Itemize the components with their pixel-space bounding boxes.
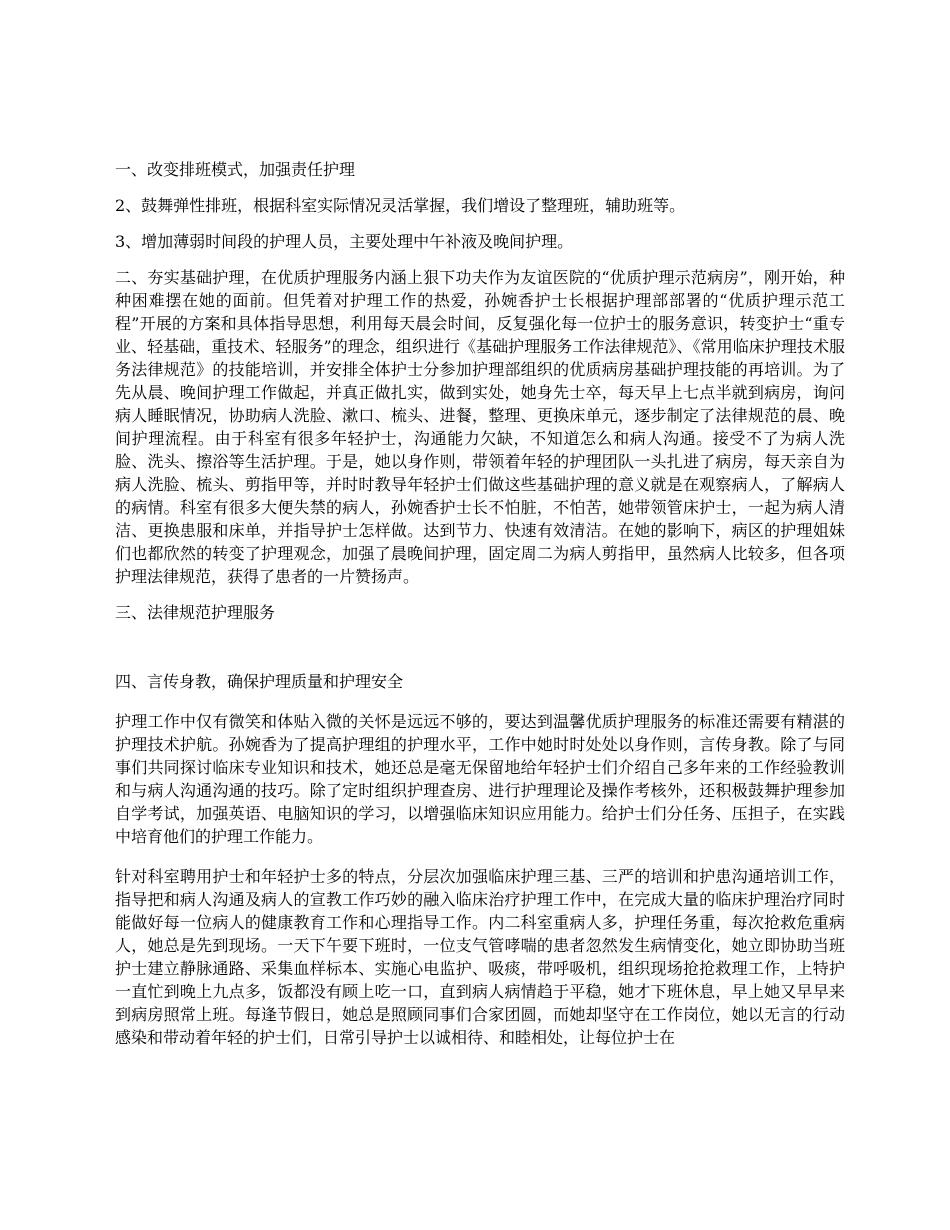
list-item-3: 3、增加薄弱时间段的护理人员，主要处理中午补液及晚间护理。 [115,232,574,251]
section-heading-1: 一、改变排班模式，加强责任护理 [115,160,356,179]
document-page [115,158,845,1049]
list-item-2: 2、鼓舞弹性排班，根据科室实际情况灵活掌握，我们增设了整理班，辅助班等。 [115,196,686,215]
body-paragraph: 针对科室聘用护士和年轻护士多的特点，分层次加强临床护理三基、三严的培训和护患沟通培训工作，指导把和病人沟通及病人的宣教工作巧妙的融入临床治疗护理工作中，在完成大量的临床护理治疗同时能做好每一位病人的健康教育工作和心理指导工作。内二科室重病人多，护理任务重，每次抢救危重病人，她总是先到现场。一天下午要下班时，一位支气管哮喘的患者忽然发生病情变化，她立即协助当班护士建立静脉通路、采集血样标本、实施心电监护、吸痰，带呼吸机，组织现场抢抢救理工作，上特护一直忙到晚上九点多，饭都没有顾上吃一口，直到病人病情趋于平稳，她才下班休息，早上她又早早来到病房照常上班。每逢节假日，她总是照顾同事们合家团圆，而她却坚守在工作岗位，她以无言的行动感染和带动着年轻的护士们，日常引导护士以诚相待、和睦相处，让每位护士在 [115,867,845,1047]
section-heading-3: 三、法律规范护理服务 [115,603,276,622]
section-heading-4: 四、言传身教，确保护理质量和护理安全 [115,672,404,691]
body-paragraph: 护理工作中仅有微笑和体贴入微的关怀是远远不够的，要达到温馨优质护理服务的标准还需要有精湛的护理技术护航。孙婉香为了提高护理组的护理水平，工作中她时时处处以身作则，言传身教。除了与同事们共同探讨临床专业知识和技术，她还总是毫无保留地给年轻护士们介绍自己多年来的工作经验教训和与病人沟通沟通的技巧。除了定时组织护理查房、进行护理理论及操作考核外，还积极鼓舞护理参加自学考试，加强英语、电脑知识的学习，以增强临床知识应用能力。给护士们分任务、压担子，在实践中培育他们的护理工作能力。 [115,712,845,846]
section-paragraph-2: 二、夯实基础护理，在优质护理服务内涵上狠下功夫作为友谊医院的“优质护理示范病房”，刚开始，种种困难摆在她的面前。但凭着对护理工作的热爱，孙婉香护士长根据护理部部署的“优质护理示范工程”开展的方案和具体指导思想，利用每天晨会时间，反复强化每一位护士的服务意识，转变护士“重专业、轻基础，重技术、轻服务”的理念，组织进行《基础护理服务工作法律规范》、《常用临床护理技术服务法律规范》的技能培训，并安排全体护士分参加护理部组织的优质病房基础护理技能的再培训。为了先从晨、晚间护理工作做起，并真正做扎实，做到实处，她身先士卒，每天早上七点半就到病房，询问病人睡眠情况，协助病人洗脸、漱口、梳头、进餐，整理、更换床单元，逐步制定了法律规范的晨、晚间护理流程。由于科室有很多年轻护士，沟通能力欠缺，不知道怎么和病人沟通。接受不了为病人洗脸、洗头、擦浴等生活护理。于是，她以身作则，带领着年轻的护理团队一头扎进了病房，每天亲自为病人洗脸、梳头、剪指甲等，并时时教导年轻护士们做这些基础护理的意义就是在观察病人，了解病人的病情。科室有很多大便失禁的病人，孙婉香护士长不怕脏，不怕苦，她带领管床护士，一起为病人清洁、更换患服和床单，并指导护士怎样做。达到节力、快速有效清洁。在她的影响下，病区的护理姐妹们也都欣然的转变了护理观念，加强了晨晚间护理，固定周二为病人剪指甲，虽然病人比较多，但各项护理法律规范，获得了患者的一片赞扬声。 [115,268,845,586]
